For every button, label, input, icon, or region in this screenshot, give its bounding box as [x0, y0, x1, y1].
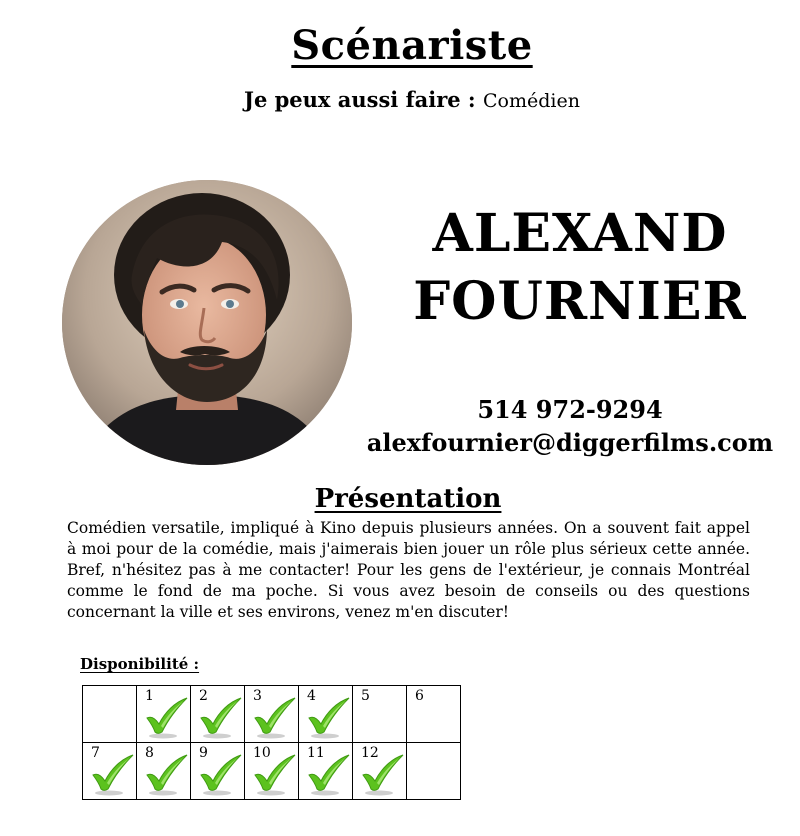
calendar-cell	[191, 686, 245, 743]
calendar-day-number: 1	[145, 688, 154, 704]
calendar-day-number: 5	[361, 688, 370, 704]
calendar-cell	[353, 743, 407, 800]
calendar-cell	[353, 686, 407, 743]
email-address: alexfournier@diggerfilms.com	[366, 428, 774, 457]
calendar-cell	[137, 743, 191, 800]
calendar-cell	[83, 743, 137, 800]
calendar-day-number: 2	[199, 688, 208, 704]
checkmark-icon	[359, 751, 405, 797]
calendar-day-number: 9	[199, 745, 208, 761]
availability-calendar	[82, 685, 461, 800]
calendar-day-number: 7	[91, 745, 100, 761]
checkmark-icon	[305, 751, 351, 797]
availability-heading: Disponibilité :	[80, 655, 200, 673]
person-name	[380, 200, 780, 336]
name-line-2: FOURNIER	[413, 271, 747, 332]
calendar-row	[83, 686, 461, 743]
calendar-cell	[137, 686, 191, 743]
calendar-row	[83, 743, 461, 800]
presentation-text: Comédien versatile, impliqué à Kino depuis plusieurs années. On a souvent fait appel à moi pour de la comédie, mais j'aimerais bien jouer un rôle plus sérieux cette année. Bref, n'hésitez pas à me contacter! Pour les gens de l'extérieur, je connais Montréal comme le fond de ma poche. Si vous avez besoin de conseils ou des questions concernant la ville et ses environs, venez m'en discuter!	[67, 519, 750, 621]
calendar-cell	[191, 743, 245, 800]
calendar-cell	[299, 743, 353, 800]
also-can-do-label: Je peux aussi faire :	[244, 87, 483, 112]
presentation-heading: Présentation	[314, 484, 502, 514]
checkmark-icon	[251, 751, 297, 797]
calendar-cell	[407, 686, 461, 743]
calendar-cell	[245, 686, 299, 743]
calendar-day-number: 6	[415, 688, 424, 704]
phone-number: 514 972-9294	[477, 395, 663, 424]
calendar-day-number: 4	[307, 688, 316, 704]
checkmark-icon	[197, 751, 243, 797]
calendar-cell	[245, 743, 299, 800]
calendar-day-number: 11	[307, 745, 325, 761]
calendar-cell	[83, 686, 137, 743]
calendar-day-number: 12	[361, 745, 379, 761]
checkmark-icon	[89, 751, 135, 797]
page-title: Scénariste	[291, 22, 533, 69]
calendar-day-number: 10	[253, 745, 271, 761]
checkmark-icon	[143, 751, 189, 797]
calendar-cell	[407, 743, 461, 800]
portrait-illustration	[62, 180, 352, 465]
also-can-do-value: Comédien	[483, 90, 580, 112]
also-can-do	[0, 87, 800, 112]
checkmark-icon	[197, 694, 243, 740]
calendar-cell	[299, 686, 353, 743]
checkmark-icon	[305, 694, 351, 740]
checkmark-icon	[143, 694, 189, 740]
profile-photo	[62, 180, 352, 465]
calendar-day-number: 3	[253, 688, 262, 704]
name-line-1: ALEXAND	[432, 203, 728, 264]
checkmark-icon	[251, 694, 297, 740]
calendar-day-number: 8	[145, 745, 154, 761]
